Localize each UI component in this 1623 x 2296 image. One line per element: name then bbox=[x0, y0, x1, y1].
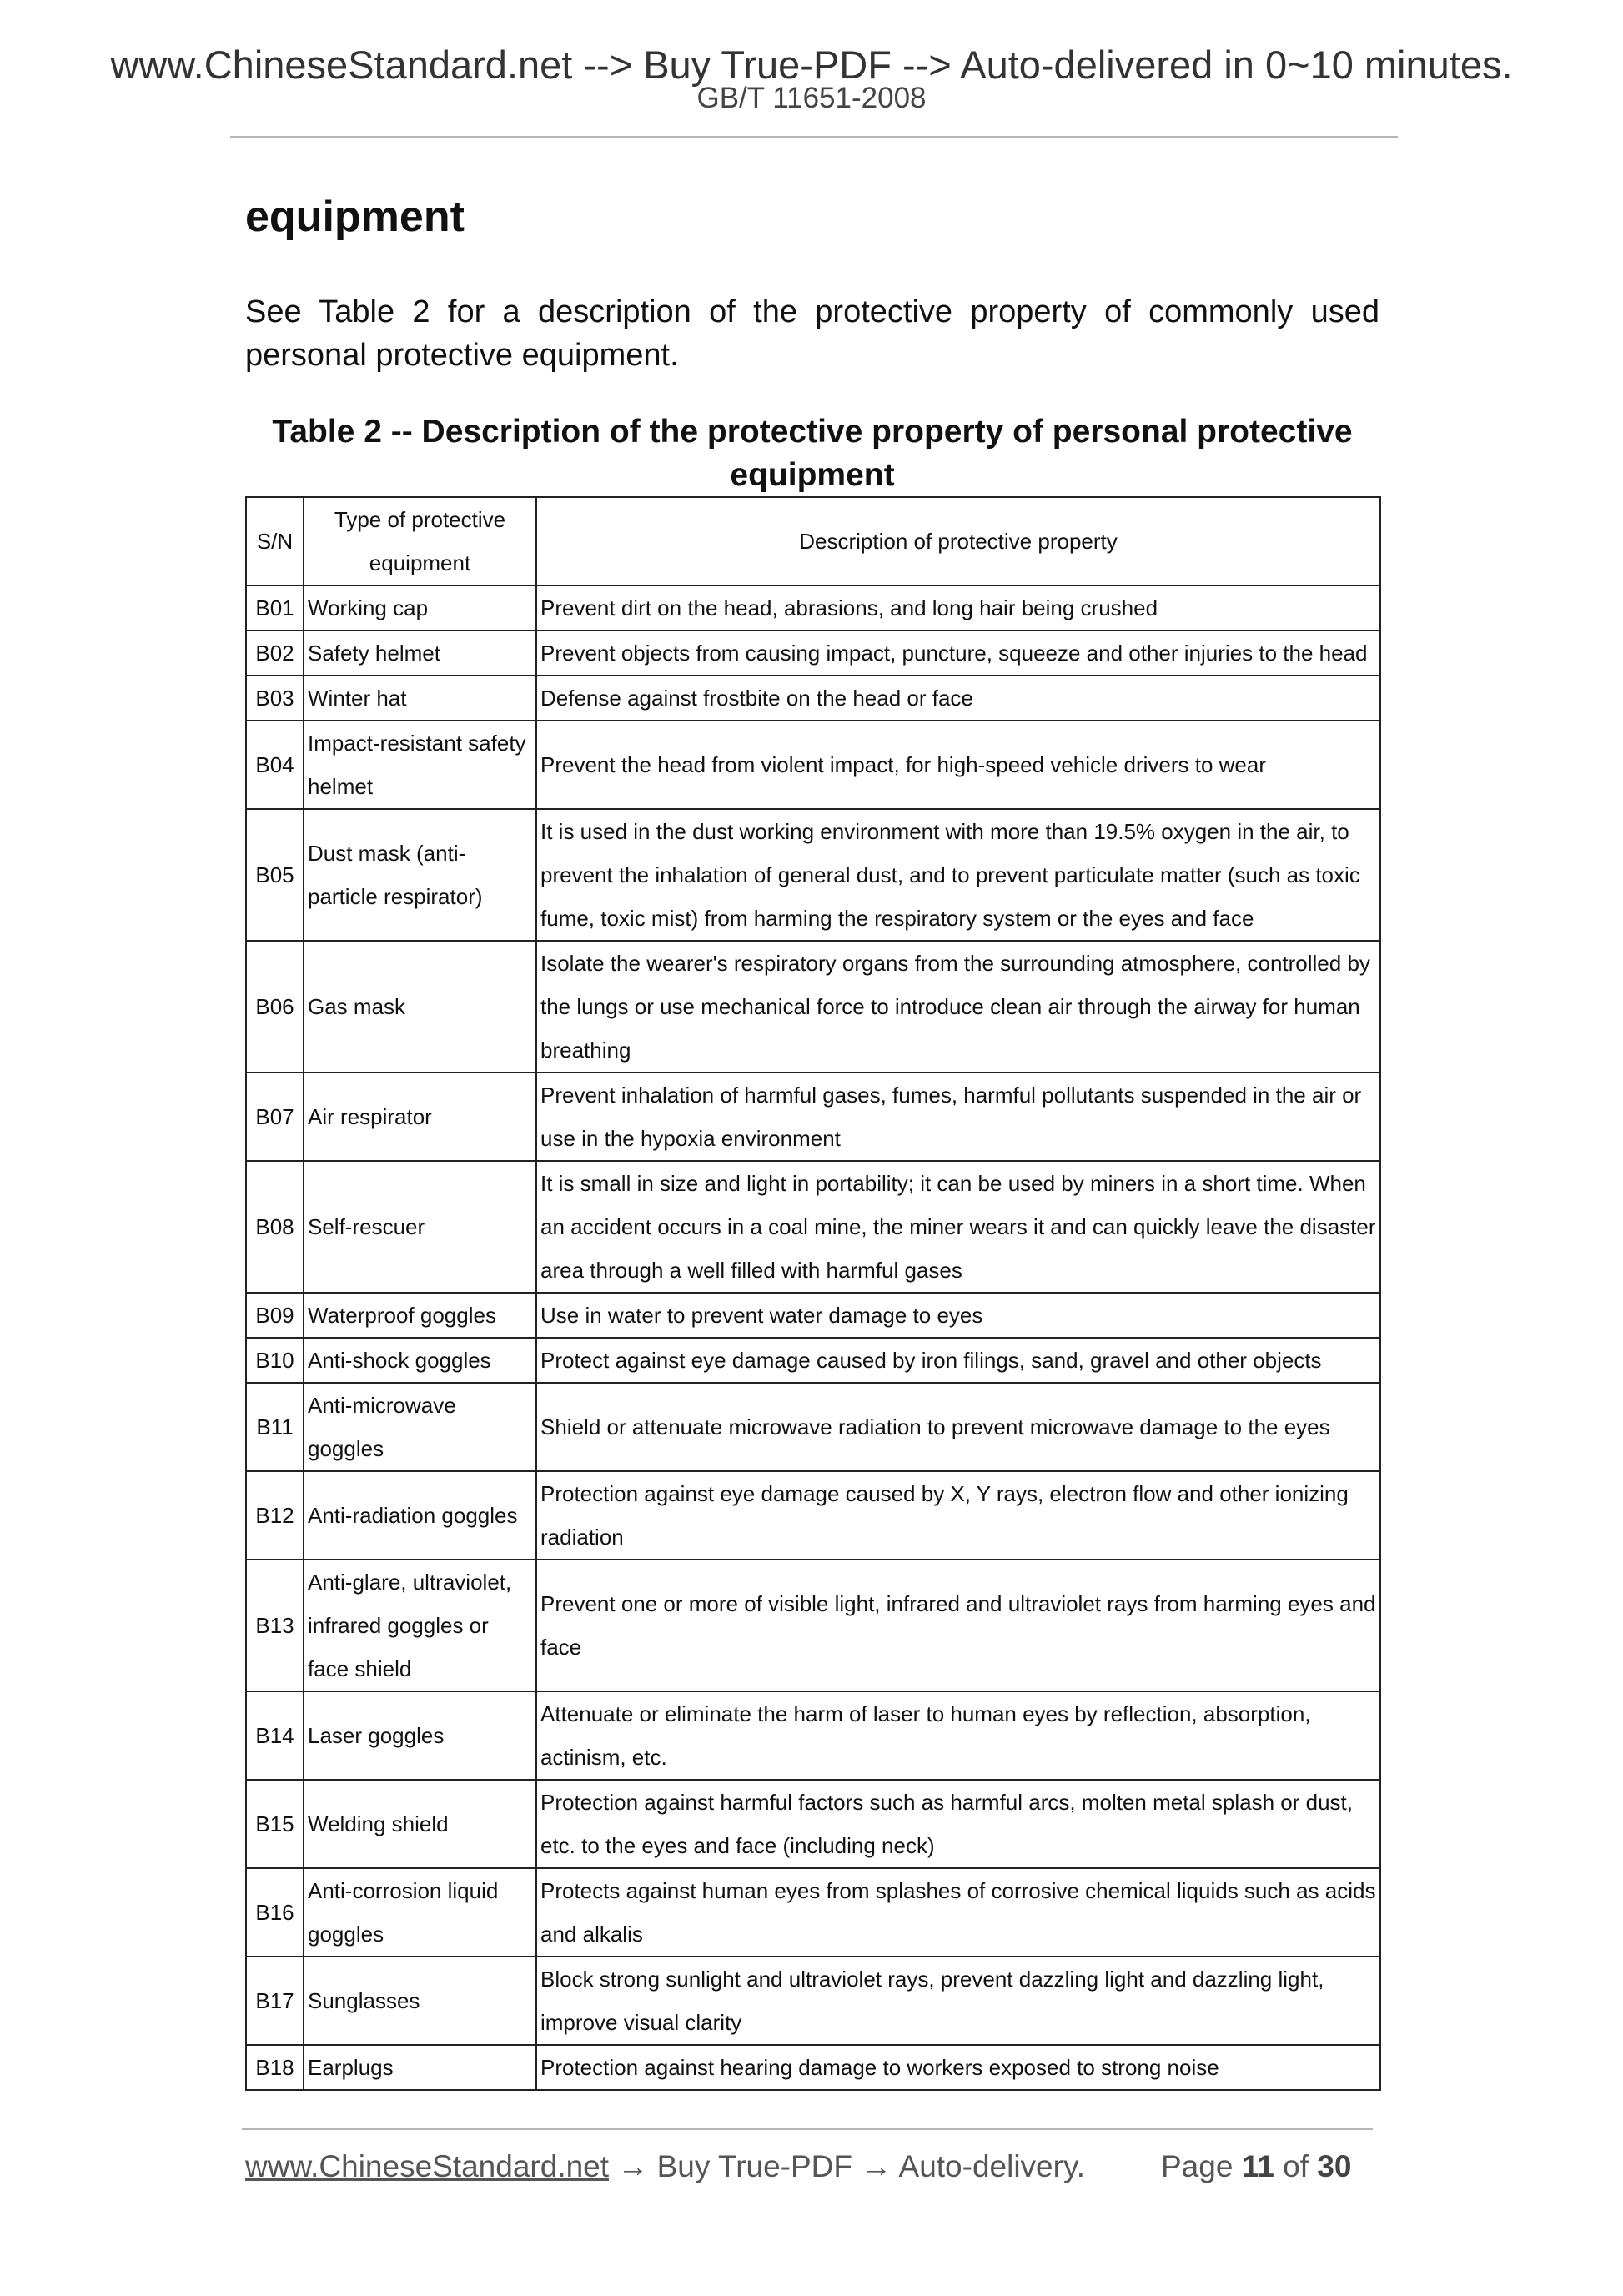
row-equipment-type: Welding shield bbox=[304, 1780, 536, 1868]
row-equipment-type: Self-rescuer bbox=[304, 1161, 536, 1293]
row-sn: B01 bbox=[246, 585, 304, 631]
table-body bbox=[246, 585, 1380, 2090]
row-equipment-type: Safety helmet bbox=[304, 631, 536, 676]
row-description: Prevent objects from causing impact, puncture, squeeze and other injuries to the head bbox=[536, 631, 1380, 676]
row-equipment-type: Anti-microwave goggles bbox=[304, 1383, 536, 1471]
page-label: Page bbox=[1161, 2149, 1234, 2183]
protective-equipment-table bbox=[245, 496, 1381, 2091]
row-equipment-type: Working cap bbox=[304, 585, 536, 631]
header-divider bbox=[230, 136, 1398, 138]
column-header-sn: S/N bbox=[246, 497, 304, 585]
row-sn: B18 bbox=[246, 2045, 304, 2090]
row-sn: B11 bbox=[246, 1383, 304, 1471]
row-equipment-type: Anti-shock goggles bbox=[304, 1338, 536, 1383]
row-sn: B02 bbox=[246, 631, 304, 676]
table-row bbox=[246, 1957, 1380, 2045]
table-row bbox=[246, 1338, 1380, 1383]
table-header-row bbox=[246, 497, 1380, 585]
row-description: Prevent dirt on the head, abrasions, and long hair being crushed bbox=[536, 585, 1380, 631]
row-description: Block strong sunlight and ultraviolet rays, prevent dazzling light and dazzling light, improve visual clarity bbox=[536, 1957, 1380, 2045]
table-row bbox=[246, 585, 1380, 631]
table-row bbox=[246, 1560, 1380, 1691]
table-row bbox=[246, 1073, 1380, 1161]
row-equipment-type: Dust mask (anti-particle respirator) bbox=[304, 809, 536, 941]
row-equipment-type: Anti-radiation goggles bbox=[304, 1471, 536, 1560]
row-equipment-type: Winter hat bbox=[304, 676, 536, 721]
row-description: Prevent one or more of visible light, infrared and ultraviolet rays from harming eyes and face bbox=[536, 1560, 1380, 1691]
table-row bbox=[246, 1471, 1380, 1560]
row-sn: B17 bbox=[246, 1957, 304, 2045]
row-equipment-type: Impact-resistant safety helmet bbox=[304, 721, 536, 809]
row-sn: B05 bbox=[246, 809, 304, 941]
row-description: It is used in the dust working environment with more than 19.5% oxygen in the air, to prevent the inhalation of general dust, and to prevent particulate matter (such as toxic fume, toxic mist) from harming the respiratory system or the eyes and face bbox=[536, 809, 1380, 941]
page-current: 11 bbox=[1241, 2149, 1274, 2183]
row-description: Protection against hearing damage to workers exposed to strong noise bbox=[536, 2045, 1380, 2090]
table-row bbox=[246, 809, 1380, 941]
row-equipment-type: Gas mask bbox=[304, 941, 536, 1073]
footer-divider bbox=[242, 2128, 1373, 2130]
row-equipment-type: Laser goggles bbox=[304, 1691, 536, 1780]
table-row bbox=[246, 1161, 1380, 1293]
row-description: Attenuate or eliminate the harm of laser to human eyes by reflection, absorption, actinism, etc. bbox=[536, 1691, 1380, 1780]
table-row bbox=[246, 631, 1380, 676]
page-of: of bbox=[1283, 2149, 1309, 2183]
row-sn: B07 bbox=[246, 1073, 304, 1161]
row-description: Prevent the head from violent impact, for high-speed vehicle drivers to wear bbox=[536, 721, 1380, 809]
table-row bbox=[246, 1293, 1380, 1338]
column-header-type: Type of protective equipment bbox=[304, 497, 536, 585]
row-sn: B03 bbox=[246, 676, 304, 721]
page-total: 30 bbox=[1317, 2149, 1352, 2183]
row-sn: B10 bbox=[246, 1338, 304, 1383]
row-description: Protection against eye damage caused by X, Y rays, electron flow and other ionizing radiation bbox=[536, 1471, 1380, 1560]
row-sn: B08 bbox=[246, 1161, 304, 1293]
row-equipment-type: Anti-corrosion liquid goggles bbox=[304, 1868, 536, 1957]
document-id: GB/T 11651-2008 bbox=[696, 82, 927, 114]
row-description: Defense against frostbite on the head or face bbox=[536, 676, 1380, 721]
table-row bbox=[246, 1780, 1380, 1868]
row-sn: B06 bbox=[246, 941, 304, 1073]
table-row bbox=[246, 2045, 1380, 2090]
row-sn: B04 bbox=[246, 721, 304, 809]
row-description: Isolate the wearer's respiratory organs from the surrounding atmosphere, controlled by the lungs or use mechanical force to introduce clean air through the airway for human breathing bbox=[536, 941, 1380, 1073]
row-equipment-type: Earplugs bbox=[304, 2045, 536, 2090]
row-description: It is small in size and light in portability; it can be used by miners in a short time. When an accident occurs in a coal mine, the miner wears it and can quickly leave the disaster area through a well filled with harmful gases bbox=[536, 1161, 1380, 1293]
table-row bbox=[246, 1691, 1380, 1780]
row-sn: B16 bbox=[246, 1868, 304, 1957]
row-sn: B09 bbox=[246, 1293, 304, 1338]
table-caption: Table 2 -- Description of the protective property of personal protective equipment bbox=[272, 414, 1353, 493]
row-equipment-type: Waterproof goggles bbox=[304, 1293, 536, 1338]
row-sn: B13 bbox=[246, 1560, 304, 1691]
row-description: Shield or attenuate microwave radiation to prevent microwave damage to the eyes bbox=[536, 1383, 1380, 1471]
column-header-description: Description of protective property bbox=[536, 497, 1380, 585]
table-row bbox=[246, 676, 1380, 721]
footer-site-link[interactable]: www.ChineseStandard.net bbox=[245, 2149, 610, 2183]
table-row bbox=[246, 1383, 1380, 1471]
site-banner[interactable]: www.ChineseStandard.net --> Buy True-PDF --> Auto-delivered in 0~10 minutes. bbox=[110, 43, 1513, 87]
row-equipment-type: Anti-glare, ultraviolet, infrared goggles or face shield bbox=[304, 1560, 536, 1691]
row-description: Protection against harmful factors such as harmful arcs, molten metal splash or dust, etc. to the eyes and face (including neck) bbox=[536, 1780, 1380, 1868]
row-sn: B14 bbox=[246, 1691, 304, 1780]
footer-tagline: → Buy True-PDF → Auto-delivery. bbox=[617, 2149, 1085, 2183]
footer-promo bbox=[245, 2149, 1085, 2184]
row-description: Protects against human eyes from splashes of corrosive chemical liquids such as acids and alkalis bbox=[536, 1868, 1380, 1957]
row-description: Protect against eye damage caused by iron filings, sand, gravel and other objects bbox=[536, 1338, 1380, 1383]
row-equipment-type: Air respirator bbox=[304, 1073, 536, 1161]
row-sn: B12 bbox=[246, 1471, 304, 1560]
row-sn: B15 bbox=[246, 1780, 304, 1868]
section-title: equipment bbox=[245, 193, 465, 241]
table-row bbox=[246, 721, 1380, 809]
row-description: Prevent inhalation of harmful gases, fumes, harmful pollutants suspended in the air or use in the hypoxia environment bbox=[536, 1073, 1380, 1161]
row-description: Use in water to prevent water damage to eyes bbox=[536, 1293, 1380, 1338]
page-indicator bbox=[1161, 2149, 1351, 2184]
row-equipment-type: Sunglasses bbox=[304, 1957, 536, 2045]
table-row bbox=[246, 941, 1380, 1073]
table-row bbox=[246, 1868, 1380, 1957]
intro-paragraph: See Table 2 for a description of the protective property of commonly used personal protective equipment. bbox=[245, 294, 1379, 373]
